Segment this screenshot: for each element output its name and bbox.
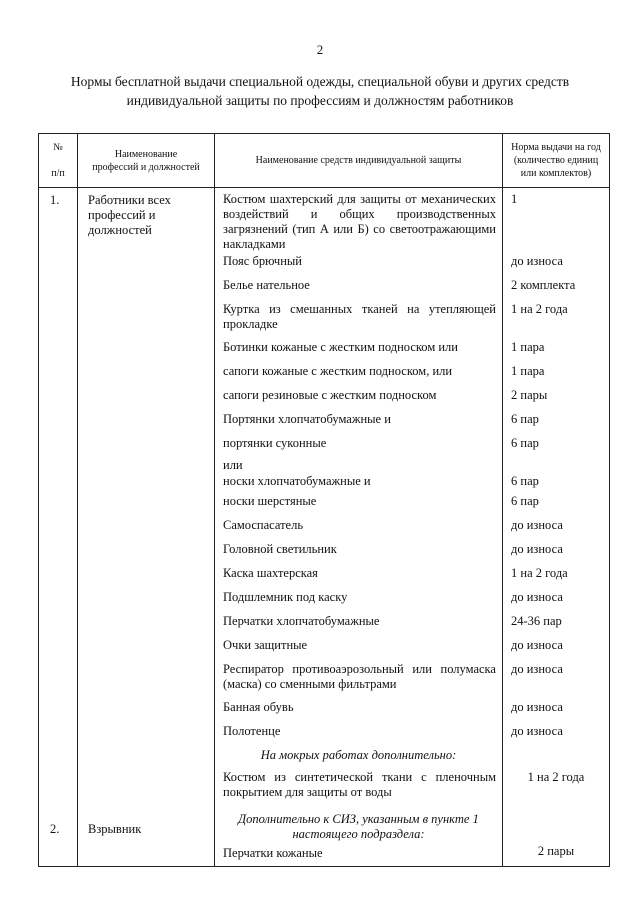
item-leather-gloves: Перчатки кожаные [223, 846, 323, 860]
item-boots: Ботинки кожаные с жестким подноском или [223, 340, 458, 354]
item-cotton-footwraps: Портянки хлопчатобумажные и [223, 412, 391, 426]
norm-respirator: до износа [511, 662, 563, 676]
norm-cotton-gloves: 24-36 пар [511, 614, 562, 628]
table-row-2 [39, 810, 610, 867]
row-2-items [215, 810, 503, 867]
norm-head-lamp: до износа [511, 542, 563, 556]
row-1-items [215, 188, 503, 811]
norm-leather-high-boots: 1 пара [511, 364, 545, 378]
norm-costume: 1 [511, 192, 518, 206]
norm-belt: до износа [511, 254, 563, 268]
item-miner-helmet: Каска шахтерская [223, 566, 318, 580]
item-self-rescuer: Самоспасатель [223, 518, 304, 532]
norm-or [503, 458, 609, 474]
table-row-1 [39, 188, 610, 811]
header-number-top: № [53, 141, 63, 153]
header-norm-line-2: (количество единиц [513, 155, 599, 166]
item-leather-high-boots: сапоги кожаные с жестким подноском, или [223, 364, 453, 378]
header-items: Наименование средств индивидуальной защиты [215, 134, 503, 188]
header-profession-line-1: Наименование [114, 148, 178, 160]
row-1-profession-line-2: профессий и [88, 208, 156, 222]
header-norm-line-1: Норма выдачи на год [511, 142, 601, 153]
norm-towel: до износа [511, 724, 563, 738]
norm-jacket: 1 на 2 года [511, 302, 568, 316]
row-2-number: 2. [39, 810, 78, 867]
title-line-2: индивидуальной защиты по профессиям и должностям работников [126, 93, 514, 108]
item-underwear: Белье нательное [223, 278, 310, 292]
item-bath-shoes: Банная обувь [223, 700, 294, 714]
norm-bath-shoes: до износа [511, 700, 563, 714]
row-2-norms [503, 810, 610, 867]
title-line-1: Нормы бесплатной выдачи специальной одежды, специальной обуви и других средств [70, 74, 570, 89]
norm-helmet-liner: до износа [511, 590, 563, 604]
row-1-profession [78, 188, 215, 811]
norm-leather-gloves: 2 пары [537, 844, 575, 858]
row-2-profession: Взрывник [78, 810, 215, 867]
item-cloth-footwraps: портянки суконные [223, 436, 327, 450]
item-or: или [223, 458, 243, 472]
item-waterproof-suit: Костюм из синтетической ткани с пленочным покрытием для защиты от воды [223, 770, 496, 799]
header-profession-line-2: профессий и должностей [92, 161, 200, 173]
item-rubber-boots: сапоги резиновые с жестким подноском [223, 388, 437, 402]
norm-cloth-footwraps: 6 пар [511, 436, 539, 450]
row-1-profession-line-3: должностей [88, 223, 152, 237]
header-profession [78, 134, 215, 188]
header-number [39, 134, 78, 188]
header-norm-line-3: или комплектов) [520, 168, 592, 179]
table-header-row [39, 134, 610, 188]
norm-miner-helmet: 1 на 2 года [511, 566, 568, 580]
item-jacket: Куртка из смешанных тканей на утепляющей прокладке [223, 302, 496, 331]
page-title [40, 72, 600, 110]
item-belt: Пояс брючный [223, 254, 302, 268]
header-norm [503, 134, 610, 188]
norm-spacer [503, 810, 609, 844]
norm-waterproof-suit: 1 на 2 года [527, 770, 585, 784]
norm-wet-work [503, 748, 609, 770]
page-number: 2 [316, 42, 324, 57]
row-1-profession-line-1: Работники всех [88, 193, 171, 207]
norm-cotton-footwraps: 6 пар [511, 412, 539, 426]
item-head-lamp: Головной светильник [223, 542, 337, 556]
norm-cotton-socks: 6 пар [511, 474, 539, 488]
subheading-additional: Дополнительно к СИЗ, указанным в пункте 1 настоящего подраздела: [238, 812, 479, 841]
ppe-norms-table [38, 133, 610, 867]
item-wool-socks: носки шерстяные [223, 494, 317, 508]
item-helmet-liner: Подшлемник под каску [223, 590, 348, 604]
norm-safety-glasses: до износа [511, 638, 563, 652]
row-1-number: 1. [39, 188, 78, 811]
item-safety-glasses: Очки защитные [223, 638, 308, 652]
subheading-wet-work: На мокрых работах дополнительно: [260, 748, 457, 762]
item-cotton-socks: носки хлопчатобумажные и [223, 474, 371, 488]
item-towel: Полотенце [223, 724, 281, 738]
item-respirator: Респиратор противоаэрозольный или полумаска (маска) со сменными фильтрами [223, 662, 496, 691]
norm-self-rescuer: до износа [511, 518, 563, 532]
row-1-norms [503, 188, 610, 811]
item-costume: Костюм шахтерский для защиты от механических воздействий и общих производственных загрязнений (тип А или Б) со светоотражающими накладками [223, 192, 496, 251]
item-cotton-gloves: Перчатки хлопчатобумажные [223, 614, 380, 628]
norm-rubber-boots: 2 пары [511, 388, 548, 402]
norm-wool-socks: 6 пар [511, 494, 539, 508]
header-number-bottom: п/п [51, 167, 65, 179]
norm-underwear: 2 комплекта [511, 278, 576, 292]
norm-boots: 1 пара [511, 340, 545, 354]
